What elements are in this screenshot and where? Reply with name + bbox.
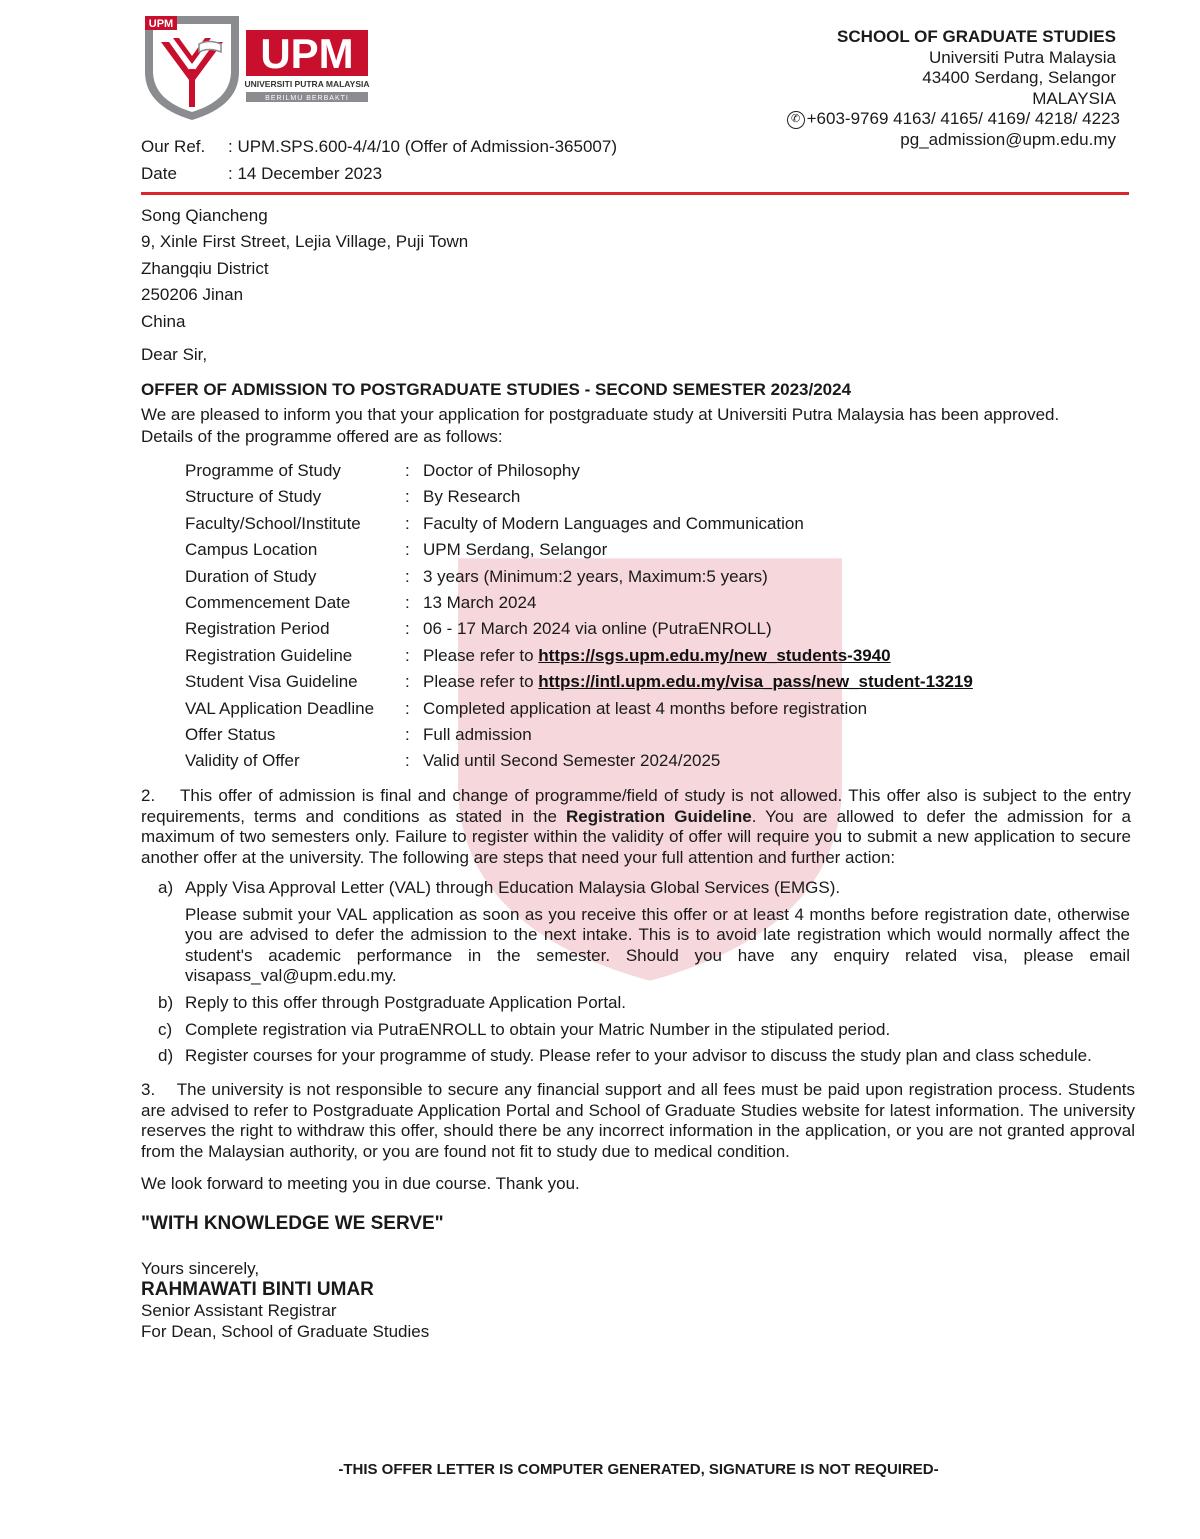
date-label: Date — [141, 164, 177, 183]
detail-label: Faculty/School/Institute — [185, 513, 361, 533]
logo-university: UNIVERSITI PUTRA MALAYSIA — [244, 79, 370, 89]
detail-label: Programme of Study — [185, 461, 341, 480]
detail-row — [185, 511, 973, 537]
upm-logo — [143, 14, 371, 122]
phone-number: +603-9769 4163/ 4165/ 4169/ 4218/ 4223 — [806, 109, 1120, 129]
detail-value: Doctor of Philosophy — [423, 461, 580, 480]
detail-colon: : — [405, 513, 410, 533]
recipient-name: Song Qiancheng — [141, 206, 268, 225]
detail-colon: : — [405, 592, 410, 612]
step-detail: Please submit your VAL application as soon as you receive this offer or at least 4 months before registration date, otherwise you are advised to defer the admission to the next intake. This is to avoid late registration which would normally affect the student's academic performance in the semester. Should you have any enquiry related visa, please email visapass_val@upm.edu.my. — [185, 904, 1130, 986]
detail-value: 13 March 2024 — [423, 592, 537, 612]
recipient-line: China — [141, 311, 186, 331]
signatory-title: Senior Assistant Registrar — [141, 1301, 337, 1320]
step-letter: a) — [158, 878, 174, 897]
detail-colon: : — [405, 645, 410, 665]
detail-label: Registration Period — [185, 619, 330, 639]
signatory-name: RAHMAWATI BINTI UMAR — [141, 1279, 374, 1300]
address-line-3: MALAYSIA — [1032, 88, 1116, 108]
detail-label: Duration of Study — [185, 566, 317, 586]
detail-colon: : — [405, 698, 410, 718]
registration-guideline-ref: Registration Guideline — [566, 806, 752, 826]
detail-label: Offer Status — [185, 724, 276, 744]
guideline-link[interactable]: https://intl.upm.edu.my/visa_pass/new_student-13219 — [538, 672, 973, 692]
detail-label: Validity of Offer — [185, 751, 300, 771]
detail-row — [185, 458, 973, 484]
step-text: Apply Visa Approval Letter (VAL) through Education Malaysia Global Services (EMGS). — [185, 878, 841, 897]
step-item — [158, 878, 1130, 987]
detail-colon: : — [405, 751, 410, 771]
step-text: Complete registration via PutraENROLL to obtain your Matric Number in the stipulated period. — [185, 1019, 891, 1039]
guideline-link[interactable]: https://sgs.upm.edu.my/new_students-3940 — [538, 645, 891, 665]
intro-line: We are pleased to inform you that your application for postgraduate study at Universiti Putra Malaysia has been approved. — [141, 405, 1060, 424]
signatory-for: For Dean, School of Graduate Studies — [141, 1322, 430, 1341]
action-steps — [158, 878, 1130, 1073]
detail-row — [185, 696, 973, 722]
detail-value: Valid until Second Semester 2024/2025 — [423, 751, 721, 771]
detail-value: 06 - 17 March 2024 via online (PutraENROLL) — [423, 619, 772, 639]
step-text: Reply to this offer through Postgraduate Application Portal. — [185, 992, 627, 1012]
letter-subject: OFFER OF ADMISSION TO POSTGRADUATE STUDIES - SECOND SEMESTER 2023/2024 — [141, 380, 852, 399]
step-letter: c) — [158, 1019, 173, 1039]
detail-row — [185, 537, 973, 563]
recipient-line: Zhangqiu District — [141, 258, 269, 278]
detail-value: Please refer to — [423, 672, 539, 692]
recipient-line: 250206 Jinan — [141, 285, 244, 305]
paragraph-2-text: 2. This offer of admission is final and change of programme/field of study is not allowed. This offer also is subject to the entry requirements, terms and conditions as stated in the — [141, 786, 1131, 826]
step-letter: b) — [158, 992, 174, 1012]
detail-colon: : — [405, 461, 410, 480]
step-letter: d) — [158, 1046, 174, 1066]
motto: "WITH KNOWLEDGE WE SERVE" — [141, 1213, 444, 1234]
detail-row — [185, 748, 973, 774]
programme-details — [185, 458, 973, 775]
detail-colon: : — [405, 672, 410, 692]
detail-label: Student Visa Guideline — [185, 672, 358, 692]
valediction: Yours sincerely, — [141, 1259, 260, 1278]
detail-label: Campus Location — [185, 540, 318, 560]
detail-row — [185, 643, 973, 669]
detail-label: Registration Guideline — [185, 645, 353, 665]
signature-block — [141, 1258, 429, 1342]
step-item — [158, 1020, 1130, 1041]
reference-block — [141, 133, 617, 187]
detail-label: Commencement Date — [185, 592, 351, 612]
detail-value: Faculty of Modern Languages and Communication — [423, 513, 804, 533]
detail-colon: : — [405, 540, 410, 560]
detail-value: By Research — [423, 487, 521, 507]
phone-line — [787, 109, 1120, 130]
address-line-1: Universiti Putra Malaysia — [928, 47, 1116, 67]
header-divider — [141, 192, 1129, 195]
paragraph-3: 3. The university is not responsible to secure any financial support and all fees must be paid upon registration process. Students are advised to refer to Postgraduate Application Portal and School of Graduate Studies website for latest information. The university reserves the right to withdraw this offer, should there be any incorrect information in the application, or you are not granted approval from the Malaysian authority, or you are found not fit to study due to medical condition. — [141, 1080, 1135, 1161]
intro-text — [141, 404, 1131, 448]
recipient-address — [141, 203, 468, 335]
detail-row — [185, 564, 973, 590]
ref-value: : UPM.SPS.600-4/4/10 (Offer of Admission-365007) — [228, 137, 617, 156]
school-name: SCHOOL OF GRADUATE STUDIES — [837, 27, 1116, 46]
step-text: Register courses for your programme of study. Please refer to your advisor to discuss the study plan and class schedule. — [185, 1046, 1092, 1066]
detail-value: Completed application at least 4 months before registration — [423, 698, 868, 718]
recipient-line: 9, Xinle First Street, Lejia Village, Puji Town — [141, 232, 469, 252]
email-address[interactable]: pg_admission@upm.edu.my — [900, 129, 1116, 149]
detail-row — [185, 722, 973, 748]
logo-badge-text: UPM — [148, 18, 174, 30]
detail-row — [185, 616, 973, 642]
logo-wordmark: UPM — [260, 30, 354, 77]
detail-label: Structure of Study — [185, 487, 322, 507]
detail-row — [185, 590, 973, 616]
ref-label: Our Ref. — [141, 137, 206, 156]
date-value: : 14 December 2023 — [228, 164, 383, 183]
footer-note: -THIS OFFER LETTER IS COMPUTER GENERATED, SIGNATURE IS NOT REQUIRED- — [338, 1461, 939, 1478]
school-header — [787, 27, 1120, 151]
step-item — [158, 993, 1130, 1014]
logo-tagline: BERILMU BERBAKTI — [265, 95, 349, 102]
detail-value: UPM Serdang, Selangor — [423, 540, 608, 560]
step-item — [158, 1046, 1130, 1067]
detail-label: VAL Application Deadline — [185, 698, 375, 718]
phone-icon: ✆ — [787, 111, 805, 129]
detail-colon: : — [405, 566, 410, 586]
paragraph-2-text: . You are allowed to defer the admission for a maximum of two semesters only. Failure to register within the validity of offer will require you to submit a new application to secure another offer at the university. The following are steps that need your full attention and further action: — [141, 806, 1131, 867]
detail-colon: : — [405, 619, 410, 639]
address-line-2: 43400 Serdang, Selangor — [922, 68, 1116, 88]
detail-row — [185, 669, 973, 695]
detail-colon: : — [405, 724, 410, 744]
closing-line: We look forward to meeting you in due course. Thank you. — [141, 1174, 580, 1193]
detail-colon: : — [405, 487, 410, 507]
detail-value: Full admission — [423, 724, 532, 744]
detail-value: 3 years (Minimum:2 years, Maximum:5 years) — [423, 566, 768, 586]
intro-line: Details of the programme offered are as follows: — [141, 427, 503, 446]
salutation: Dear Sir, — [141, 345, 208, 364]
paragraph-2 — [141, 786, 1131, 868]
detail-row — [185, 484, 973, 510]
detail-value: Please refer to — [423, 645, 539, 665]
